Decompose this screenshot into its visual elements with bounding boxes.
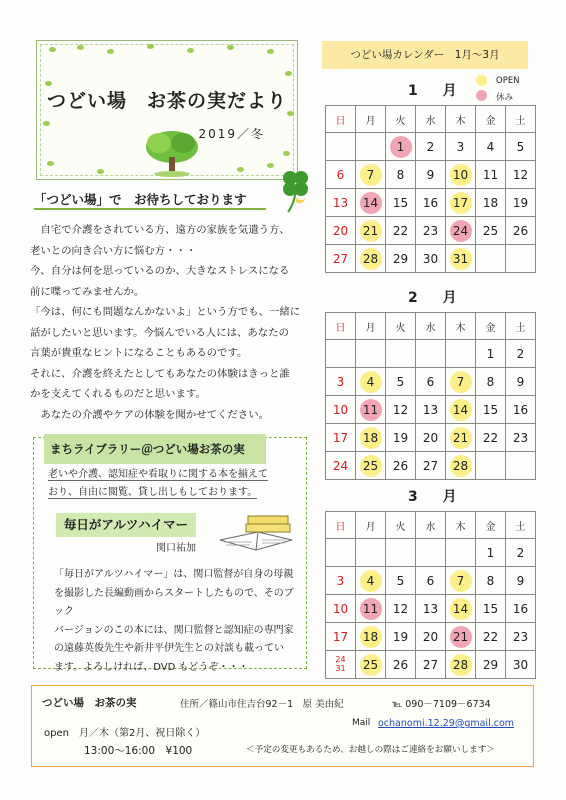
- day-number: 15: [392, 195, 409, 210]
- day-number: 4: [366, 573, 375, 588]
- day-number: 3: [336, 573, 345, 588]
- footer-address: 住所／篠山市住吉台92－1 原 美由紀: [180, 699, 344, 710]
- weekday-header: 水: [416, 106, 446, 133]
- day-number: 8: [486, 573, 495, 588]
- calendar-day-cell: [476, 452, 506, 480]
- calendar-day-cell: [326, 340, 356, 368]
- calendar-day-cell: [476, 651, 506, 679]
- calendar-day-cell: [326, 539, 356, 567]
- month-label-mar: 3 月: [408, 489, 467, 505]
- calendar-day-cell: [326, 217, 356, 245]
- day-number: 31: [452, 251, 469, 266]
- calendar-day-cell: [326, 452, 356, 480]
- day-number: 1: [396, 139, 405, 154]
- calendar-day-cell: [506, 424, 536, 452]
- calendar-week-row: [326, 245, 536, 273]
- calendar-day-cell: [356, 340, 386, 368]
- day-number: 1: [486, 545, 495, 560]
- footer-org-name: つどい場 お茶の実: [42, 697, 137, 709]
- day-number: 17: [452, 195, 469, 210]
- calendar-day-cell: [446, 245, 476, 273]
- calendar-day-cell: [416, 368, 446, 396]
- day-number: 24: [332, 458, 349, 473]
- day-number: 29: [482, 657, 499, 672]
- calendar-week-row: [326, 396, 536, 424]
- calendar-day-cell: [326, 245, 356, 273]
- calendar-february: [325, 312, 536, 480]
- calendar-day-cell: [476, 340, 506, 368]
- weekday-header: 金: [476, 106, 506, 133]
- day-number: 22: [392, 223, 409, 238]
- calendar-day-cell: [446, 567, 476, 595]
- day-number: 5: [396, 374, 405, 389]
- calendar-day-cell: [386, 452, 416, 480]
- day-number: 6: [426, 573, 435, 588]
- calendar-day-cell: [416, 651, 446, 679]
- calendar-week-row: [326, 567, 536, 595]
- calendar-day-cell: [416, 452, 446, 480]
- day-number: 19: [392, 430, 409, 445]
- calendar-day-cell: [506, 567, 536, 595]
- calendar-day-cell: [506, 189, 536, 217]
- calendar-day-cell: [386, 245, 416, 273]
- calendar-day-cell: [416, 396, 446, 424]
- day-number: 30: [422, 251, 439, 266]
- day-number: 2: [426, 139, 435, 154]
- weekday-header: 金: [476, 313, 506, 340]
- day-number: 11: [482, 167, 499, 182]
- day-number: 12: [512, 167, 529, 182]
- month-label-feb: 2 月: [408, 290, 467, 306]
- calendar-day-cell: [416, 424, 446, 452]
- calendar-day-cell: [476, 396, 506, 424]
- calendar-week-row: [326, 189, 536, 217]
- weekday-header: 土: [506, 313, 536, 340]
- day-number: 13: [422, 402, 439, 417]
- calendar-day-cell: [446, 368, 476, 396]
- day-number: 9: [426, 167, 435, 182]
- footer-hours-days: open 月／木（第2月、祝日除く）: [44, 728, 206, 739]
- calendar-day-cell: [326, 651, 356, 679]
- calendar-day-cell: [476, 217, 506, 245]
- calendar-day-cell: [356, 424, 386, 452]
- calendar-day-cell: [356, 161, 386, 189]
- calendar-day-cell: [446, 539, 476, 567]
- weekday-header: 水: [416, 313, 446, 340]
- day-number: 14: [362, 195, 379, 210]
- calendar-day-cell: [506, 452, 536, 480]
- legend-closed-swatch: [476, 90, 487, 101]
- calendar-day-cell: [356, 245, 386, 273]
- calendar-day-cell: [356, 623, 386, 651]
- legend-closed-label: 休み: [496, 93, 514, 103]
- weekday-header: 月: [356, 106, 386, 133]
- calendar-day-cell: [416, 623, 446, 651]
- calendar-day-cell: [476, 161, 506, 189]
- day-number: 2: [516, 545, 525, 560]
- calendar-week-row: [326, 452, 536, 480]
- calendar-week-row: [326, 424, 536, 452]
- day-number: 27: [422, 458, 439, 473]
- calendar-day-cell: [326, 189, 356, 217]
- legend-open-swatch: [476, 75, 487, 86]
- newsletter-title-box: [36, 40, 298, 180]
- day-number: 24 31: [335, 655, 346, 673]
- contact-footer: [31, 685, 534, 767]
- day-number: 18: [362, 629, 379, 644]
- calendar-day-cell: [356, 217, 386, 245]
- footer-tel: ℡ 090－7109－6734: [392, 699, 491, 710]
- weekday-header: 日: [326, 313, 356, 340]
- day-number: 2: [516, 346, 525, 361]
- day-number: 6: [336, 167, 345, 182]
- weekday-header: 金: [476, 512, 506, 539]
- calendar-day-cell: [506, 133, 536, 161]
- weekday-header: 月: [356, 313, 386, 340]
- day-number: 27: [332, 251, 349, 266]
- calendar-day-cell: [476, 424, 506, 452]
- books-icon: [212, 510, 298, 558]
- calendar-day-cell: [476, 567, 506, 595]
- day-number: 19: [512, 195, 529, 210]
- calendar-week-row: [326, 539, 536, 567]
- calendar-day-cell: [326, 396, 356, 424]
- calendar-day-cell: [326, 567, 356, 595]
- calendar-day-cell: [386, 340, 416, 368]
- library-section: [33, 437, 307, 673]
- book-description: 「毎日がアルツハイマー」は、関口監督が自身の母親 を撮影した長編動画からスタートしたもので、そのブック バージョンのこの本には、関口監督と認知症の専門家 の遠藤英俊先生や新井平伊先生との対談も載ってい ます。よろしければ、DVD もどうぞ・・・: [54, 569, 294, 673]
- issue-label: 2019／冬: [198, 127, 265, 141]
- day-number: 5: [516, 139, 525, 154]
- day-number: 23: [512, 430, 529, 445]
- calendar-day-cell: [386, 217, 416, 245]
- calendar-day-cell: [326, 133, 356, 161]
- day-number: 14: [452, 601, 469, 616]
- day-number: 17: [332, 629, 349, 644]
- day-number: 13: [422, 601, 439, 616]
- calendar-day-cell: [416, 340, 446, 368]
- day-number: 4: [366, 374, 375, 389]
- day-number: 21: [452, 430, 469, 445]
- calendar-week-row: [326, 217, 536, 245]
- calendar-day-cell: [446, 595, 476, 623]
- day-number: 25: [482, 223, 499, 238]
- day-number: 25: [362, 657, 379, 672]
- calendar-day-cell: [506, 245, 536, 273]
- calendar-day-cell: [506, 623, 536, 651]
- calendar-day-cell: [476, 368, 506, 396]
- calendar-week-row: [326, 623, 536, 651]
- calendar-day-cell: [506, 539, 536, 567]
- day-number: 9: [516, 374, 525, 389]
- day-number: 29: [392, 251, 409, 266]
- day-number: 4: [486, 139, 495, 154]
- day-number: 26: [512, 223, 529, 238]
- weekday-header: 土: [506, 512, 536, 539]
- day-number: 26: [392, 458, 409, 473]
- calendar-day-cell: [416, 189, 446, 217]
- calendar-day-cell: [386, 623, 416, 651]
- calendar-week-row: [326, 133, 536, 161]
- day-number: 7: [456, 573, 465, 588]
- weekday-header: 土: [506, 106, 536, 133]
- calendar-day-cell: [446, 133, 476, 161]
- calendar-day-cell: [386, 161, 416, 189]
- book-author: 関口祐加: [156, 543, 196, 554]
- calendar-day-cell: [506, 161, 536, 189]
- calendar-day-cell: [446, 161, 476, 189]
- calendar-day-cell: [506, 651, 536, 679]
- calendar-day-cell: [416, 245, 446, 273]
- day-number: 15: [482, 402, 499, 417]
- calendar-week-row: [326, 161, 536, 189]
- calendar-day-cell: [356, 567, 386, 595]
- clover-icon: [278, 168, 312, 216]
- calendar-day-cell: [356, 189, 386, 217]
- calendar-day-cell: [356, 368, 386, 396]
- calendar-day-cell: [476, 245, 506, 273]
- day-number: 10: [452, 167, 469, 182]
- day-number: 8: [396, 167, 405, 182]
- calendar-day-cell: [416, 567, 446, 595]
- calendar-day-cell: [386, 651, 416, 679]
- day-number: 3: [456, 139, 465, 154]
- weekday-header: 木: [446, 106, 476, 133]
- calendar-day-cell: [326, 595, 356, 623]
- calendar-day-cell: [446, 217, 476, 245]
- calendar-day-cell: [446, 651, 476, 679]
- welcome-text: 自宅で介護をされている方、遠方の家族を気遣う方、 老いとの向き合い方に悩む方・・・ 今、自分は何を思っているのか、大きなストレスになる 前に喋ってみませんか。 「今は、何にも問題なんかないよ」という方でも、一緒に 話がしたいと思います。今悩んでいる人には、あなたの 言葉が貴重なヒントになることもあるのです。 それに、介護を終えたとしてもあなたの体験はきっと誰 かを支えてくれるものだと思います。 あなたの介護やケアの体験を聞かせてください。: [30, 224, 301, 421]
- calendar-day-cell: [506, 368, 536, 396]
- day-number: 5: [396, 573, 405, 588]
- day-number: 28: [452, 458, 469, 473]
- day-number: 21: [452, 629, 469, 644]
- calendar-day-cell: [356, 539, 386, 567]
- day-number: 30: [512, 657, 529, 672]
- day-number: 1: [486, 346, 495, 361]
- day-number: 14: [452, 402, 469, 417]
- newsletter-title: つどい場 お茶の実だより: [46, 90, 287, 112]
- calendar-day-cell: [446, 452, 476, 480]
- calendar-day-cell: [446, 623, 476, 651]
- day-number: 16: [422, 195, 439, 210]
- calendar-day-cell: [446, 340, 476, 368]
- calendar-week-row: [326, 340, 536, 368]
- day-number: 11: [362, 402, 379, 417]
- day-number: 26: [392, 657, 409, 672]
- calendar-day-cell: [476, 595, 506, 623]
- day-number: 18: [362, 430, 379, 445]
- day-number: 19: [392, 629, 409, 644]
- day-number: 13: [332, 195, 349, 210]
- library-heading: まちライブラリー＠つどい場お茶の実: [44, 434, 266, 464]
- day-number: 6: [426, 374, 435, 389]
- calendar-day-cell: [356, 133, 386, 161]
- calendar-day-cell: [446, 189, 476, 217]
- day-number: 16: [512, 402, 529, 417]
- calendar-day-cell: [416, 133, 446, 161]
- calendar-day-cell: [326, 161, 356, 189]
- weekday-header: 火: [386, 106, 416, 133]
- calendar-day-cell: [416, 161, 446, 189]
- footer-hours-time: 13:00～16:00 ¥100: [84, 745, 193, 757]
- calendar-day-cell: [506, 340, 536, 368]
- day-number: 8: [486, 374, 495, 389]
- calendar-day-cell: [506, 595, 536, 623]
- calendar-day-cell: [386, 567, 416, 595]
- day-number: 7: [366, 167, 375, 182]
- calendar-day-cell: [416, 539, 446, 567]
- weekday-header: 月: [356, 512, 386, 539]
- calendar-day-cell: [386, 396, 416, 424]
- welcome-heading: 「つどい場」で お待ちしております: [34, 190, 247, 208]
- weekday-header: 木: [446, 313, 476, 340]
- calendar-header: つどい場カレンダー 1月～3月: [322, 41, 528, 69]
- calendar-day-cell: [386, 133, 416, 161]
- day-number: 11: [362, 601, 379, 616]
- day-number: 3: [336, 374, 345, 389]
- calendar-day-cell: [356, 396, 386, 424]
- day-number: 23: [422, 223, 439, 238]
- calendar-day-cell: [386, 595, 416, 623]
- calendar-day-cell: [476, 539, 506, 567]
- day-number: 22: [482, 430, 499, 445]
- legend-open-label: OPEN: [496, 76, 520, 86]
- calendar-day-cell: [386, 539, 416, 567]
- day-number: 28: [452, 657, 469, 672]
- weekday-header: 火: [386, 313, 416, 340]
- month-label-jan: 1 月: [408, 83, 467, 99]
- day-number: 22: [482, 629, 499, 644]
- weekday-header: 日: [326, 106, 356, 133]
- day-number: 24: [452, 223, 469, 238]
- calendar-day-cell: [446, 396, 476, 424]
- calendar-week-row: [326, 651, 536, 679]
- calendar-day-cell: [506, 396, 536, 424]
- weekday-header: 木: [446, 512, 476, 539]
- day-number: 10: [332, 402, 349, 417]
- calendar-day-cell: [326, 623, 356, 651]
- calendar-day-cell: [386, 424, 416, 452]
- day-number: 21: [362, 223, 379, 238]
- calendar-day-cell: [476, 133, 506, 161]
- calendar-day-cell: [506, 217, 536, 245]
- calendar-week-row: [326, 595, 536, 623]
- calendar-day-cell: [476, 623, 506, 651]
- day-number: 20: [332, 223, 349, 238]
- day-number: 12: [392, 402, 409, 417]
- calendar-day-cell: [386, 189, 416, 217]
- calendar-march: [325, 511, 536, 679]
- calendar-day-cell: [356, 651, 386, 679]
- day-number: 16: [512, 601, 529, 616]
- calendar-day-cell: [356, 452, 386, 480]
- day-number: 15: [482, 601, 499, 616]
- calendar-day-cell: [446, 424, 476, 452]
- weekday-header: 日: [326, 512, 356, 539]
- book-title: 毎日がアルツハイマー: [56, 513, 196, 537]
- calendar-week-row: [326, 368, 536, 396]
- calendar-day-cell: [416, 217, 446, 245]
- day-number: 25: [362, 458, 379, 473]
- calendar-day-cell: [356, 595, 386, 623]
- day-number: 20: [422, 629, 439, 644]
- day-number: 27: [422, 657, 439, 672]
- calendar-day-cell: [326, 368, 356, 396]
- footer-notice: ＜予定の変更もあるため、お越しの際はご連絡をお願いします＞: [246, 745, 495, 755]
- library-description: 老いや介護、認知症や看取りに関する本を揃えて おり、自由に閲覧、貸し出しもしております。: [48, 469, 268, 498]
- footer-email-link[interactable]: ochanomi.12.29@gmail.com: [378, 718, 515, 729]
- day-number: 23: [512, 629, 529, 644]
- calendar-day-cell: [386, 368, 416, 396]
- tree-icon: [137, 129, 207, 177]
- day-number: 18: [482, 195, 499, 210]
- day-number: 17: [332, 430, 349, 445]
- footer-mail-label: Mail: [352, 718, 371, 728]
- day-number: 9: [516, 573, 525, 588]
- day-number: 10: [332, 601, 349, 616]
- calendar-january: [325, 105, 536, 273]
- day-number: 28: [362, 251, 379, 266]
- calendar-day-cell: [416, 595, 446, 623]
- calendar-day-cell: [326, 424, 356, 452]
- weekday-header: 火: [386, 512, 416, 539]
- day-number: 20: [422, 430, 439, 445]
- day-number: 7: [456, 374, 465, 389]
- weekday-header: 水: [416, 512, 446, 539]
- calendar-day-cell: [476, 189, 506, 217]
- day-number: 12: [392, 601, 409, 616]
